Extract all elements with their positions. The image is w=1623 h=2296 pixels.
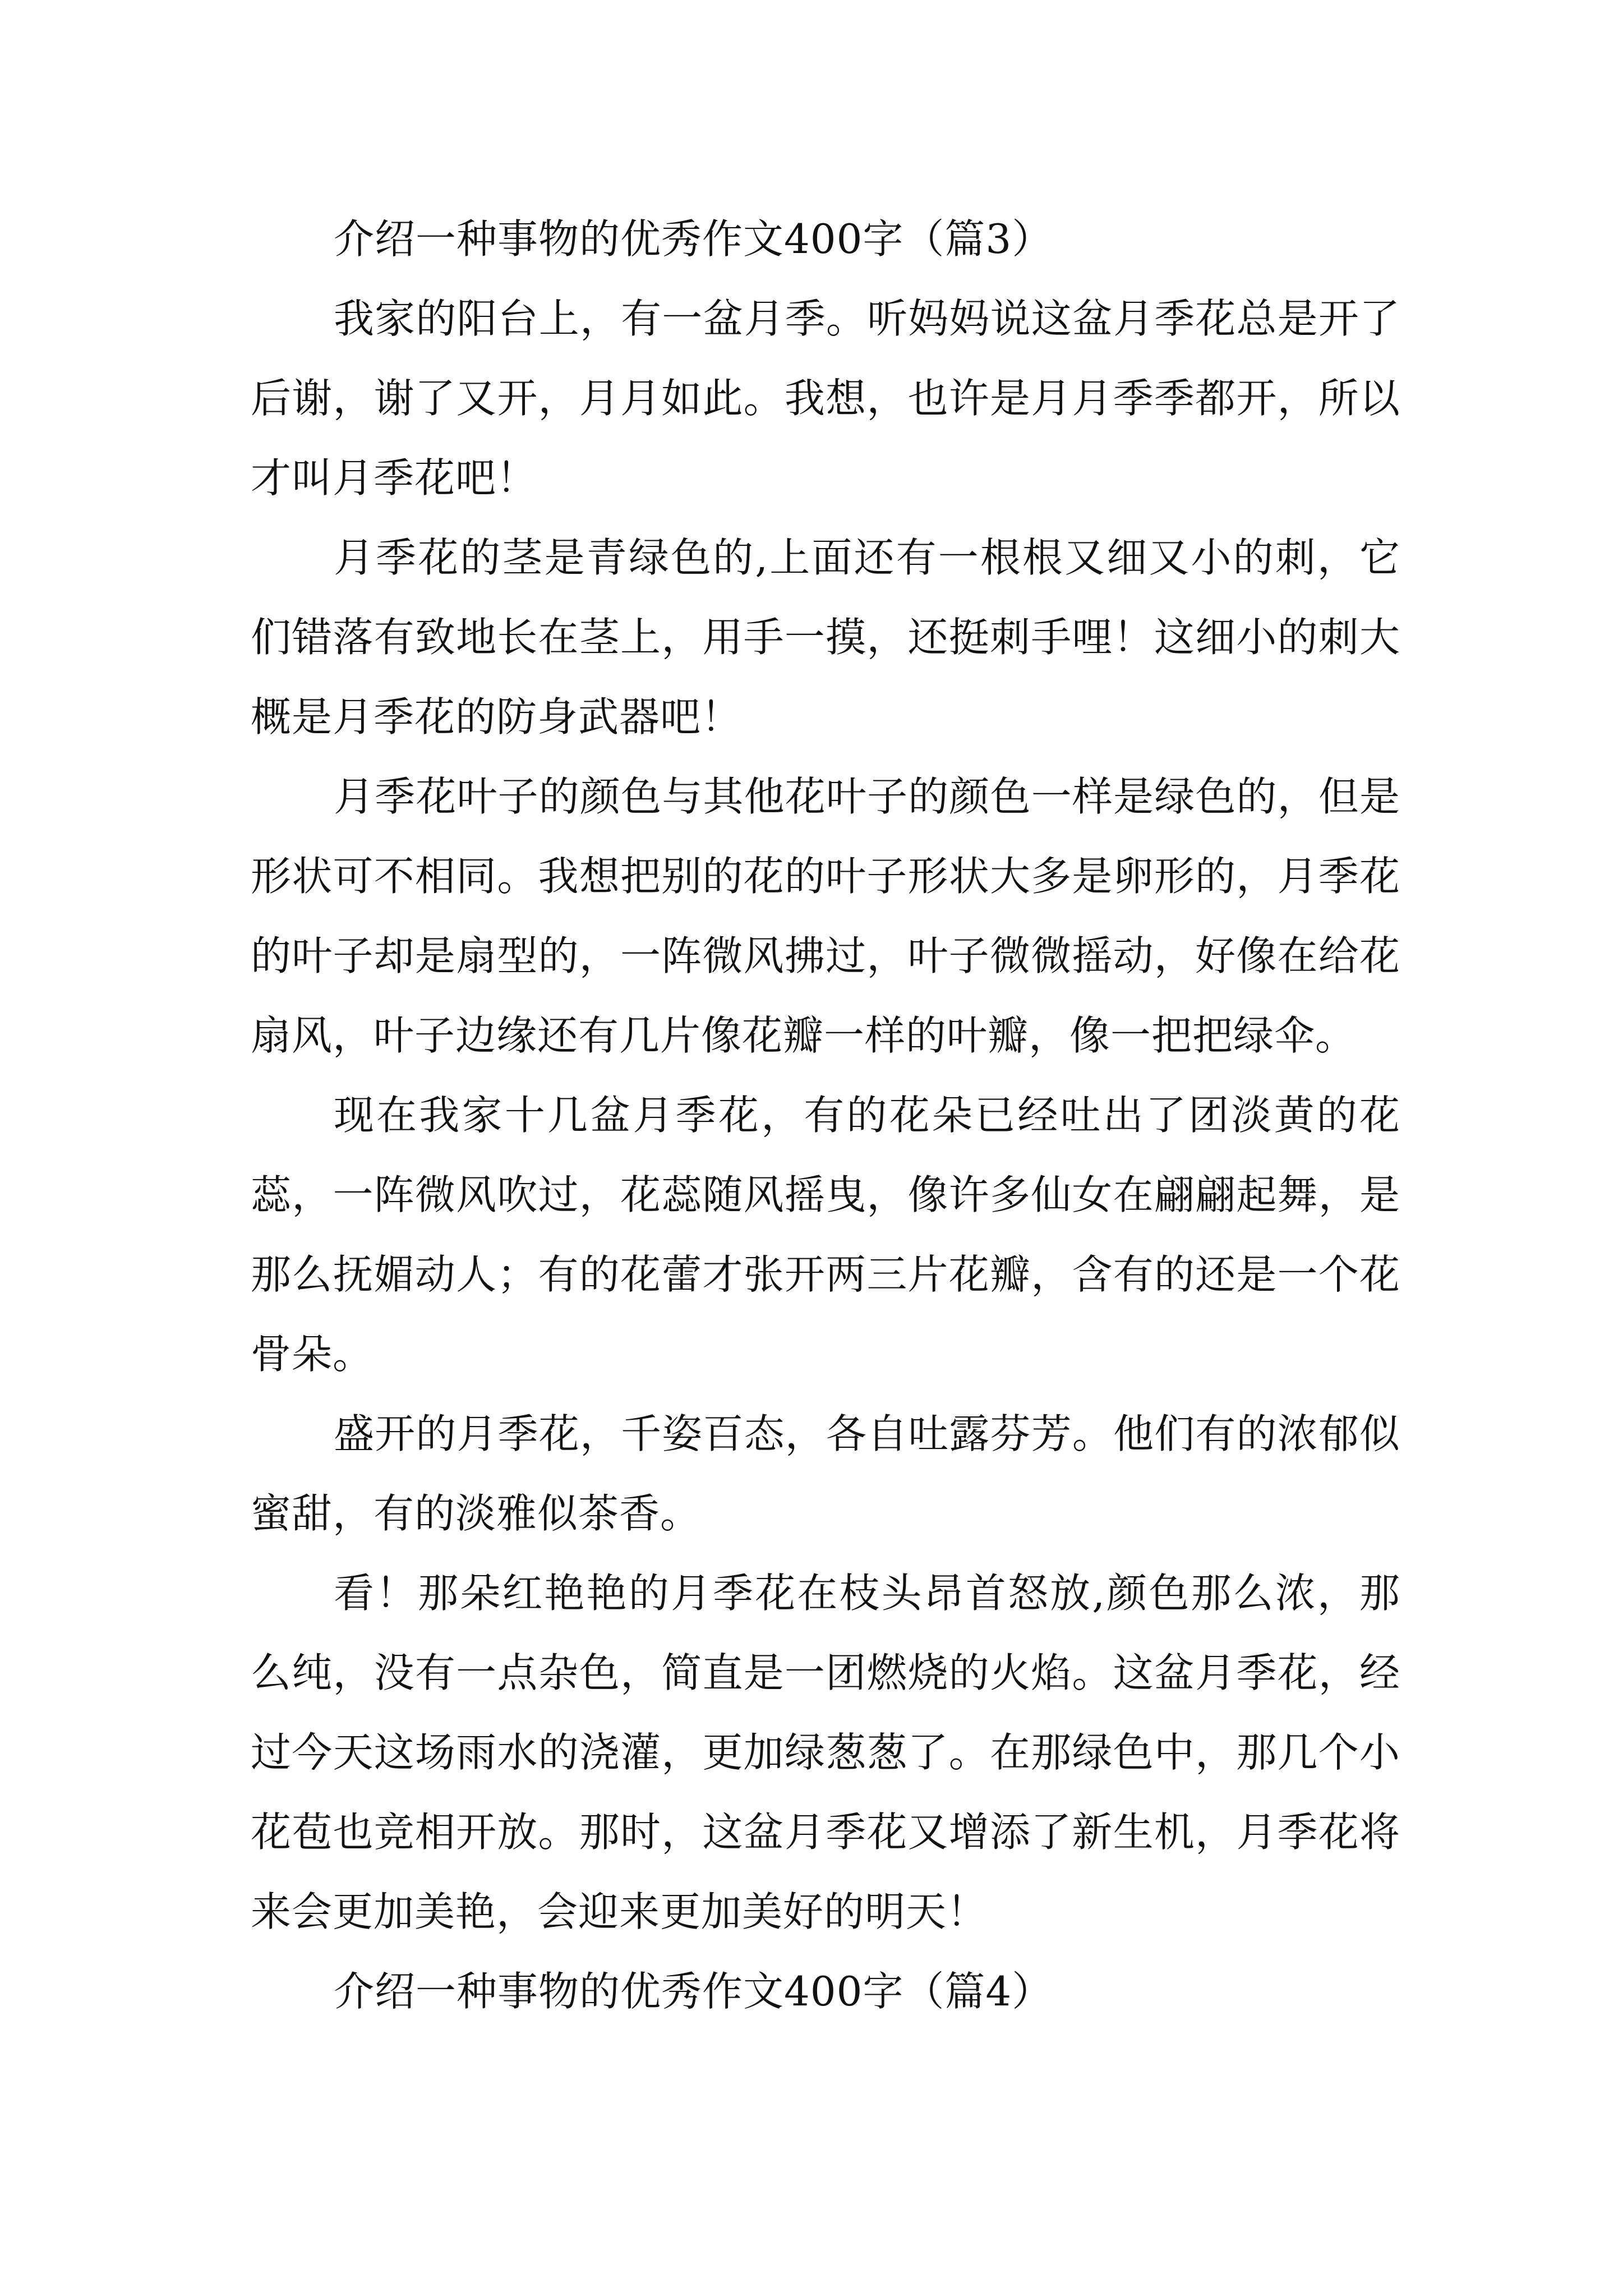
paragraph: 月季花的茎是青绿色的,上面还有一根根又细又小的刺，它们错落有致地长在茎上，用手一摸，还挺刺手哩！这细小的刺大概是月季花的防身武器吧！	[251, 534, 1400, 740]
section-heading: 介绍一种事物的优秀作文400字（篇3）	[334, 215, 1053, 263]
paragraph: 盛开的月季花，千姿百态，各自吐露芬芳。他们有的浓郁似蜜甜，有的淡雅似茶香。	[251, 1410, 1400, 1537]
paragraph: 看！那朵红艳艳的月季花在枝头昂首怒放,颜色那么浓，那么纯，没有一点杂色，简直是一团燃烧的火焰。这盆月季花，经过今天这场雨水的浇灌，更加绿葱葱了。在那绿色中，那几个小花苞也竞相开放。那时，这盆月季花又增添了新生机，月季花将来会更加美艳，会迎来更加美好的明天！	[251, 1570, 1400, 1935]
paragraph: 月季花叶子的颜色与其他花叶子的颜色一样是绿色的，但是形状可不相同。我想把别的花的叶子形状大多是卵形的，月季花的叶子却是扇型的，一阵微风拂过，叶子微微摇动，好像在给花扇风，叶子边缘还有几片像花瓣一样的叶瓣，像一把把绿伞。	[251, 773, 1400, 1059]
document-body	[251, 199, 1400, 2031]
section-heading: 介绍一种事物的优秀作文400字（篇4）	[334, 1968, 1053, 2015]
paragraph: 现在我家十几盆月季花，有的花朵已经吐出了团淡黄的花蕊，一阵微风吹过，花蕊随风摇曳，像许多仙女在翩翩起舞，是那么抚媚动人；有的花蕾才张开两三片花瓣，含有的还是一个花骨朵。	[251, 1092, 1400, 1378]
paragraph: 我家的阳台上，有一盆月季。听妈妈说这盆月季花总是开了后谢，谢了又开，月月如此。我想，也许是月月季季都开，所以才叫月季花吧！	[251, 295, 1400, 501]
